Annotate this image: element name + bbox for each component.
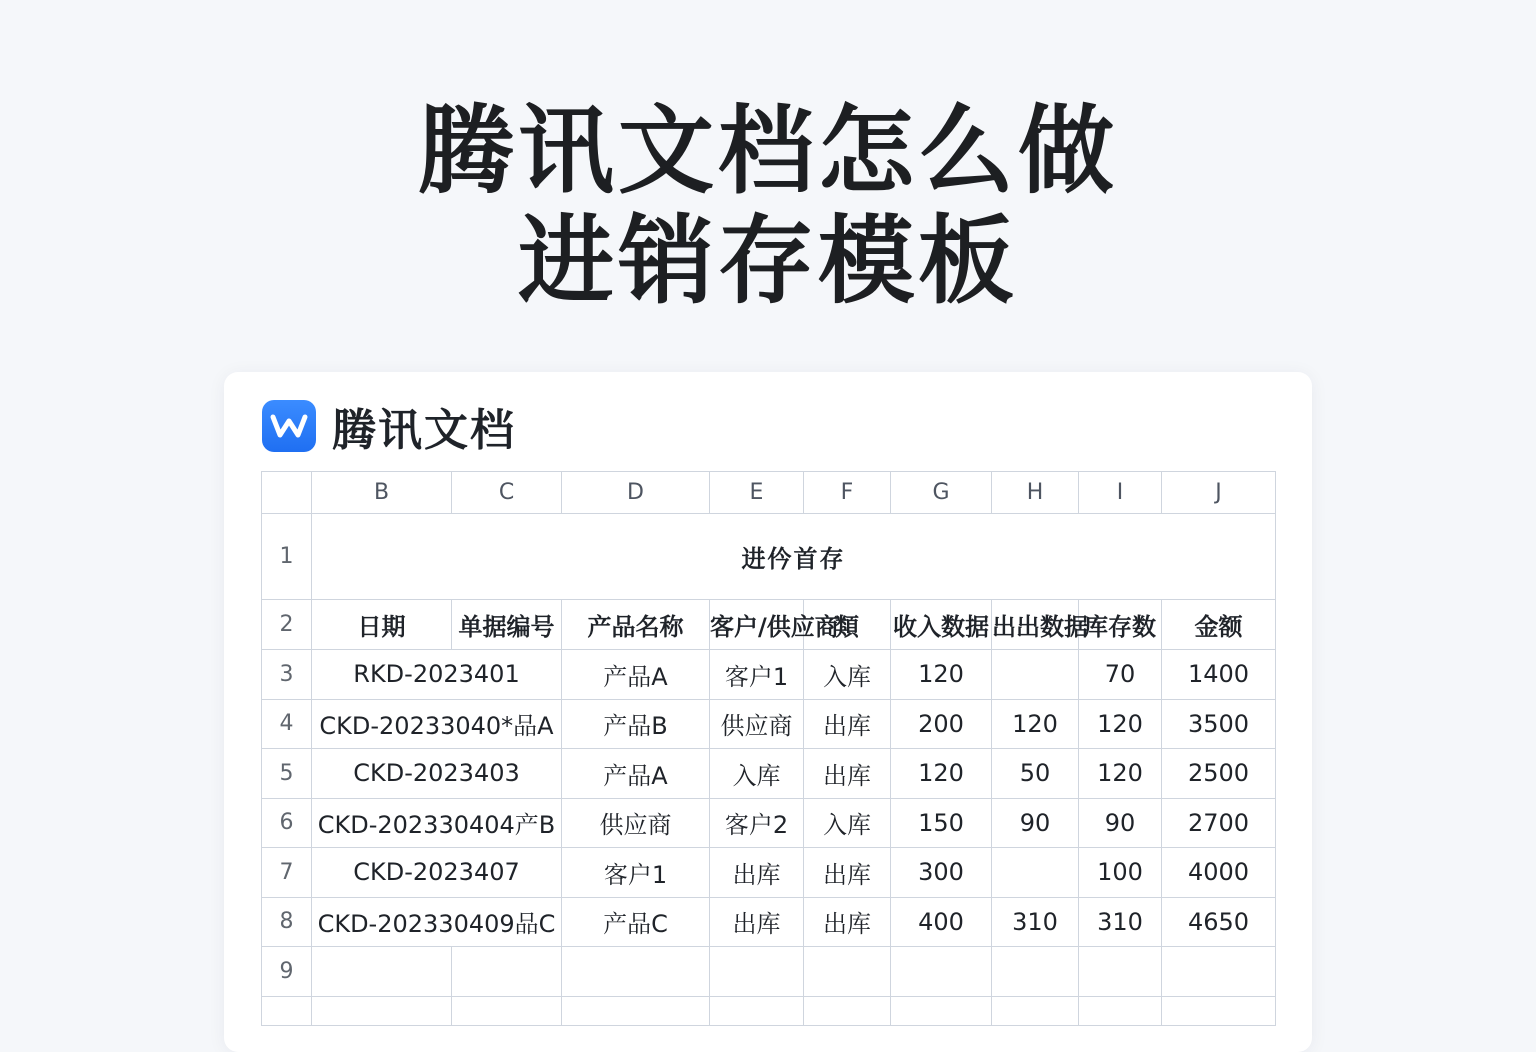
tencent-docs-logo-icon (262, 400, 316, 452)
cell-doc-no[interactable]: RKD-2023401 (312, 650, 562, 700)
row-header-10[interactable] (262, 996, 312, 1025)
empty-row (262, 947, 1276, 997)
cell-doc-no[interactable]: CKD-202330409品C (312, 897, 562, 947)
cell-party[interactable]: 客户1 (710, 650, 804, 700)
column-header-h[interactable]: H (992, 472, 1079, 514)
cell-party[interactable]: 客户2 (710, 798, 804, 848)
cell-out-qty[interactable] (992, 650, 1079, 700)
header-cell-product[interactable]: 产品名称 (562, 600, 710, 650)
cell-amount[interactable]: 4650 (1162, 897, 1276, 947)
header-cell-in-qty[interactable]: 收入数据 (891, 600, 992, 650)
cell-type[interactable]: 出库 (804, 749, 891, 799)
select-all-corner[interactable] (262, 472, 312, 514)
cell-stock[interactable]: 120 (1079, 749, 1162, 799)
row-header-6[interactable]: 6 (262, 798, 312, 848)
column-header-e[interactable]: E (710, 472, 804, 514)
header-cell-out-qty[interactable]: 出出数据 (992, 600, 1079, 650)
cell-in-qty[interactable]: 200 (891, 699, 992, 749)
row-header-5[interactable]: 5 (262, 749, 312, 799)
empty-cell[interactable] (452, 996, 562, 1025)
header-cell-date[interactable]: 日期 (312, 600, 452, 650)
row-header-1[interactable]: 1 (262, 514, 312, 600)
cell-stock[interactable]: 90 (1079, 798, 1162, 848)
w-logo-icon (270, 413, 308, 439)
row-header-7[interactable]: 7 (262, 848, 312, 898)
empty-cell[interactable] (992, 996, 1079, 1025)
cell-stock[interactable]: 100 (1079, 848, 1162, 898)
cell-amount[interactable]: 2500 (1162, 749, 1276, 799)
cell-product[interactable]: 产品B (562, 699, 710, 749)
empty-cell[interactable] (1079, 947, 1162, 997)
cell-type[interactable]: 入库 (804, 650, 891, 700)
cell-product[interactable]: 客户1 (562, 848, 710, 898)
empty-cell[interactable] (1162, 996, 1276, 1025)
row-header-2[interactable]: 2 (262, 600, 312, 650)
cell-out-qty[interactable]: 90 (992, 798, 1079, 848)
header-cell-stock[interactable]: 库存数 (1079, 600, 1162, 650)
headline-line-1: 腾讯文档怎么做 (418, 95, 1118, 207)
empty-cell[interactable] (312, 996, 452, 1025)
column-header-d[interactable]: D (562, 472, 710, 514)
empty-cell[interactable] (312, 947, 452, 997)
empty-cell[interactable] (1079, 996, 1162, 1025)
cell-stock[interactable]: 310 (1079, 897, 1162, 947)
cell-in-qty[interactable]: 120 (891, 749, 992, 799)
header-cell-party[interactable]: 客户/供应商 (710, 600, 804, 650)
table-row (262, 749, 1276, 799)
cell-out-qty[interactable] (992, 848, 1079, 898)
column-header-g[interactable]: G (891, 472, 992, 514)
table-row (262, 848, 1276, 898)
cell-type[interactable]: 出库 (804, 848, 891, 898)
table-row (262, 650, 1276, 700)
empty-cell[interactable] (710, 947, 804, 997)
headline-line-2: 进销存模板 (518, 205, 1018, 317)
cell-amount[interactable]: 3500 (1162, 699, 1276, 749)
empty-cell[interactable] (992, 947, 1079, 997)
cell-type[interactable]: 入库 (804, 798, 891, 848)
sheet-row-1 (262, 514, 1276, 600)
cell-in-qty[interactable]: 400 (891, 897, 992, 947)
table-row (262, 798, 1276, 848)
cell-in-qty[interactable]: 300 (891, 848, 992, 898)
cell-product[interactable]: 供应商 (562, 798, 710, 848)
empty-row (262, 996, 1276, 1025)
cell-amount[interactable]: 2700 (1162, 798, 1276, 848)
column-header-f[interactable]: F (804, 472, 891, 514)
header-cell-doc-no[interactable]: 单据编号 (452, 600, 562, 650)
cell-out-qty[interactable]: 310 (992, 897, 1079, 947)
cell-stock[interactable]: 120 (1079, 699, 1162, 749)
field-header-row (262, 600, 1276, 650)
brand-header (262, 400, 516, 456)
cell-in-qty[interactable]: 120 (891, 650, 992, 700)
cell-out-qty[interactable]: 50 (992, 749, 1079, 799)
cell-out-qty[interactable]: 120 (992, 699, 1079, 749)
empty-cell[interactable] (562, 996, 710, 1025)
header-cell-type[interactable]: 類 (804, 600, 891, 650)
column-header-j[interactable]: J (1162, 472, 1276, 514)
empty-cell[interactable] (1162, 947, 1276, 997)
brand-name: 腾讯文档 (332, 405, 516, 456)
row-header-9[interactable]: 9 (262, 947, 312, 997)
column-header-b[interactable]: B (312, 472, 452, 514)
column-header-row (262, 472, 1276, 514)
spreadsheet-grid (261, 471, 1276, 1026)
cell-in-qty[interactable]: 150 (891, 798, 992, 848)
header-cell-amount[interactable]: 金额 (1162, 600, 1276, 650)
cell-stock[interactable]: 70 (1079, 650, 1162, 700)
cell-doc-no[interactable]: CKD-2023403 (312, 749, 562, 799)
empty-cell[interactable] (891, 947, 992, 997)
empty-cell[interactable] (452, 947, 562, 997)
cell-party[interactable]: 入库 (710, 749, 804, 799)
cell-product[interactable]: 产品A (562, 650, 710, 700)
cell-type[interactable]: 出库 (804, 897, 891, 947)
cell-doc-no[interactable]: CKD-2023407 (312, 848, 562, 898)
cell-product[interactable]: 产品A (562, 749, 710, 799)
empty-cell[interactable] (562, 947, 710, 997)
cell-party[interactable]: 出库 (710, 897, 804, 947)
cell-amount[interactable]: 4000 (1162, 848, 1276, 898)
empty-cell[interactable] (804, 996, 891, 1025)
empty-cell[interactable] (891, 996, 992, 1025)
empty-cell[interactable] (710, 996, 804, 1025)
cell-party[interactable]: 供应商 (710, 699, 804, 749)
row-header-3[interactable]: 3 (262, 650, 312, 700)
cell-product[interactable]: 产品C (562, 897, 710, 947)
column-header-c[interactable]: C (452, 472, 562, 514)
row-header-8[interactable]: 8 (262, 897, 312, 947)
cell-doc-no[interactable]: CKD-202330404产B (312, 798, 562, 848)
table-row (262, 897, 1276, 947)
sheet-title-cell[interactable]: 进仱首存 (312, 514, 1276, 600)
cell-type[interactable]: 出库 (804, 699, 891, 749)
cell-doc-no[interactable]: CKD-20233040*品A (312, 699, 562, 749)
table-row (262, 699, 1276, 749)
column-header-i[interactable]: I (1079, 472, 1162, 514)
cell-party[interactable]: 出库 (710, 848, 804, 898)
row-header-4[interactable]: 4 (262, 699, 312, 749)
empty-cell[interactable] (804, 947, 891, 997)
cell-amount[interactable]: 1400 (1162, 650, 1276, 700)
